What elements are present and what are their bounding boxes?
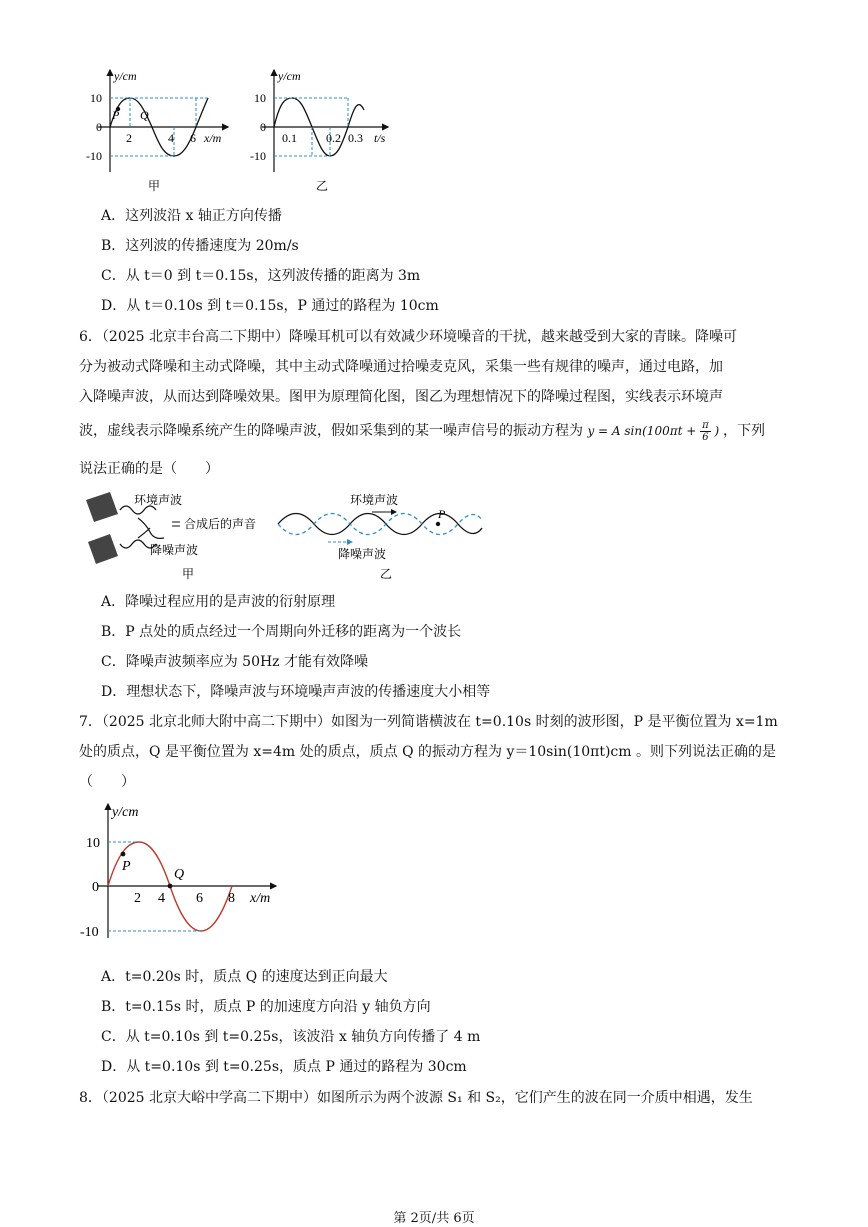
q7-line-1: 7．（2025 北京北师大附中高二下期中）如图为一列简谐横波在 t=0.10s 时刻的波形图，P 是平衡位置为 x=1m [79,714,778,730]
q5-option-b: B．这列波的传播速度为 20m/s [101,238,299,254]
q5-jia-xtick-1: 4 [168,131,174,145]
q6-yi-label-env: 环境声波 [350,493,399,507]
q6-option-a: A．降噪过程应用的是声波的衍射原理 [101,594,336,610]
q6-figure-yi [272,488,492,583]
q6-line-3: 入降噪声波，从而达到降噪效果。图甲为原理简化图，图乙为理想情况下的降噪过程图，实线表示环境声 [79,389,723,405]
q6-figure-jia [78,488,278,583]
q7-xlabel: x/m [250,891,271,906]
q5-figure-yi [240,62,400,197]
q5-yi-yzero: 0 [260,120,266,134]
q5-figure-jia [78,62,238,197]
q5-option-d: D．从 t＝0.10s 到 t＝0.15s，P 通过的路程为 10cm [101,298,439,314]
q7-option-c: C．从 t=0.10s 到 t=0.25s，该波沿 x 轴负方向传播了 4 m [101,1029,481,1045]
q6-formula-right: ) [714,424,720,438]
q6-line-4-tail: ，下列 [723,423,766,439]
q6-formula-fraction [700,420,711,443]
q6-line-4 [79,420,765,443]
q7-p: P [122,859,131,874]
q7-xtick-0: 2 [134,891,141,906]
q5-yi-ylabel: y/cm [278,69,301,83]
q7-xtick-2: 6 [196,891,203,906]
q5-yi-ybottom: -10 [250,149,266,163]
q5-yi-xlabel: t/s [374,131,386,145]
q6-yi-caption: 乙 [380,567,393,581]
q5-yi-caption: 乙 [316,179,329,193]
q6-jia-caption: 甲 [182,567,195,581]
q5-jia-xtick-0: 2 [126,131,132,145]
q7-line-2: 处的质点，Q 是平衡位置为 x=4m 处的质点，质点 Q 的振动方程为 y＝10sin(10πt)cm 。则下列说法正确的是 [79,744,776,760]
q5-yi-ytop: 10 [254,91,266,105]
q6-formula-num: π [702,420,709,431]
q5-yi-xtick-1: 0.2 [326,131,341,145]
page-footer: 第 2页/共 6页 [393,1211,475,1226]
q6-line-5: 说法正确的是（ ） [79,461,219,477]
q5-jia-caption: 甲 [148,179,161,193]
q7-xtick-3: 8 [228,891,235,906]
q6-jia-label-combined: 合成后的声音 [184,517,257,531]
q6-option-c: C．降噪声波频率应为 50Hz 才能有效降噪 [101,654,369,670]
q5-yi-xtick-2: 0.3 [348,131,363,145]
q5-yi-xtick-0: 0.1 [282,131,297,145]
q7-figure [78,798,288,948]
q6-yi-label-anti: 降噪声波 [338,547,387,561]
q6-formula-left: y = A sin(100πt + [587,424,697,438]
q5-option-a: A．这列波沿 x 轴正方向传播 [101,208,282,224]
q7-ytop: 10 [86,836,100,851]
q7-ylabel: y/cm [112,805,139,820]
q5-jia-xtick-2: 6 [190,131,196,145]
q7-line-3: （ ） [79,774,135,790]
q7-ybottom: -10 [80,925,99,940]
q5-option-c: C．从 t＝0 到 t＝0.15s，这列波传播的距离为 3m [101,268,421,284]
q5-jia-ylabel: y/cm [114,69,137,83]
q6-jia-label-anti: 降噪声波 [150,543,199,557]
q5-jia-ybottom: -10 [86,149,102,163]
q8-line-1: 8．（2025 北京大峪中学高二下期中）如图所示为两个波源 S₁ 和 S₂，它们产生的波在同一介质中相遇，发生 [79,1090,753,1106]
q7-option-a: A．t=0.20s 时，质点 Q 的速度达到正向最大 [101,969,388,985]
q6-formula-den: 6 [702,432,709,443]
q6-option-d: D．理想状态下，降噪声波与环境噪声声波的传播速度大小相等 [101,684,491,700]
q5-jia-p: P [112,108,120,122]
q5-jia-ytop: 10 [90,91,102,105]
q7-option-b: B．t=0.15s 时，质点 P 的加速度方向沿 y 轴负方向 [101,999,431,1015]
q7-q: Q [174,867,185,882]
q7-xtick-1: 4 [158,891,165,906]
q7-option-d: D．从 t=0.10s 到 t=0.25s，质点 P 通过的路程为 30cm [101,1059,467,1075]
q6-line-4-text: 波，虚线表示降噪系统产生的降噪声波，假如采集到的某一噪声信号的振动方程为 [79,423,583,439]
q6-yi-p: P [438,507,446,521]
q6-jia-label-env: 环境声波 [134,493,183,507]
q5-jia-q: Q [140,108,149,122]
q6-formula [587,420,723,443]
q6-line-2: 分为被动式降噪和主动式降噪，其中主动式降噪通过拾噪麦克风，采集一些有规律的噪声，通过电路，加 [79,359,723,375]
q5-jia-yzero: 0 [96,120,102,134]
q6-option-b: B．P 点处的质点经过一个周期向外迁移的距离为一个波长 [101,624,462,640]
q6-line-1: 6．（2025 北京丰台高二下期中）降噪耳机可以有效减少环境噪音的干扰，越来越受到大家的青睐。降噪可 [79,329,737,345]
q7-yzero: 0 [92,880,99,895]
q5-jia-xlabel: x/m [204,131,222,145]
